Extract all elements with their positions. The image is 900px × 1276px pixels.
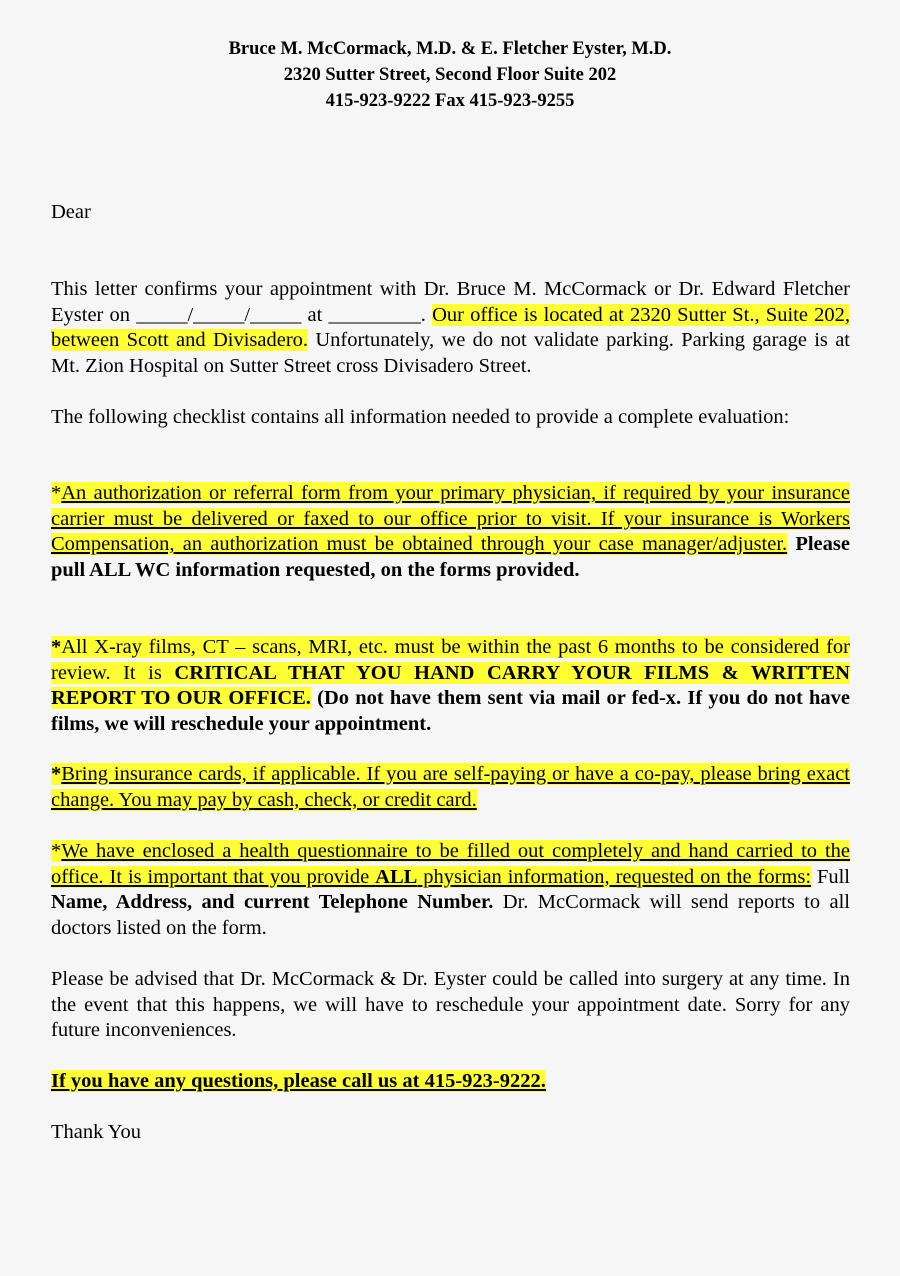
bullet-star: *: [51, 482, 62, 504]
reschedule-text: (Do not have them sent via mail or fed-x. If you do not have films, we will reschedule your appointment.: [51, 687, 850, 735]
questions-text: If you have any questions, please call us at 415-923-9222.: [51, 1070, 546, 1092]
checklist-item-insurance: [51, 762, 850, 813]
authorization-text: An authorization or referral form from your primary physician, if required by your insurance carrier must be delivered or faxed to our office prior to visit. If your insurance is Workers Compensation, an authorization must be obtained through your case manager/adjuster.: [51, 482, 850, 556]
salutation: [51, 200, 850, 226]
films-text: All X-ray films, CT – scans, MRI, etc. must be within the past 6 months to be considered for review. It is: [51, 636, 850, 684]
advisory-text: Please be advised that Dr. McCormack & Dr. Eyster could be called into surgery at any time. In the event that this happens, we will have to reschedule your appointment date. Sorry for any future inconveniences.: [51, 968, 850, 1042]
parking-text: Unfortunately, we do not validate parking. Parking garage is at Mt. Zion Hospital on Sutter Street cross Divisadero Street.: [51, 329, 851, 377]
all-emphasis: ALL: [375, 865, 418, 888]
office-location-highlight: Our office is located at 2320 Sutter St., Suite 202, between Scott and Divisadero.: [51, 303, 851, 352]
physician-info-text: physician information, requested on the forms:: [417, 865, 812, 888]
closing: [51, 1120, 850, 1146]
checklist-intro: [51, 405, 850, 431]
letterhead: [0, 36, 900, 114]
bullet-star: *: [51, 636, 62, 658]
letterhead-doctors: Bruce M. McCormack, M.D. & E. Fletcher Eyster, M.D.: [228, 39, 672, 59]
checklist-item-authorization: [51, 481, 850, 583]
letterhead-address: 2320 Sutter Street, Second Floor Suite 202: [283, 65, 617, 85]
insurance-text: Bring insurance cards, if applicable. If you are self-paying or have a co-pay, please bring exact change. You may pay by cash, check, or credit card.: [51, 763, 850, 811]
confirmation-text: This letter confirms your appointment with Dr. Bruce M. McCormack or Dr. Edward Fletcher Eyster on _____/_____/_____ at _________.: [51, 278, 850, 326]
letterhead-phone-fax: 415-923-9222 Fax 415-923-9255: [325, 91, 575, 111]
closing-text: Thank You: [51, 1121, 141, 1143]
advisory-paragraph: [51, 967, 850, 1044]
confirmation-paragraph: [51, 277, 850, 379]
reports-text: Dr. McCormack will send reports to all doctors listed on the form.: [51, 891, 850, 939]
wc-info-text: Please pull ALL WC information requested, on the forms provided.: [51, 533, 850, 581]
salutation-text: Dear: [51, 201, 91, 223]
full-text: Full: [811, 865, 850, 888]
bullet-star: *: [51, 840, 62, 862]
checklist-item-questionnaire: [51, 839, 850, 941]
bullet-star: *: [51, 763, 62, 785]
checklist-intro-text: The following checklist contains all information needed to provide a complete evaluation:: [51, 406, 790, 428]
contact-fields-text: Name, Address, and current Telephone Number.: [51, 891, 494, 914]
questionnaire-text: We have enclosed a health questionnaire to be filled out completely and hand carried to the office. It is important that you provide: [51, 840, 850, 888]
questions-paragraph: [51, 1069, 850, 1095]
critical-text: CRITICAL THAT YOU HAND CARRY YOUR FILMS & WRITTEN REPORT TO OUR OFFICE.: [51, 661, 850, 710]
checklist-item-films: [51, 635, 850, 737]
